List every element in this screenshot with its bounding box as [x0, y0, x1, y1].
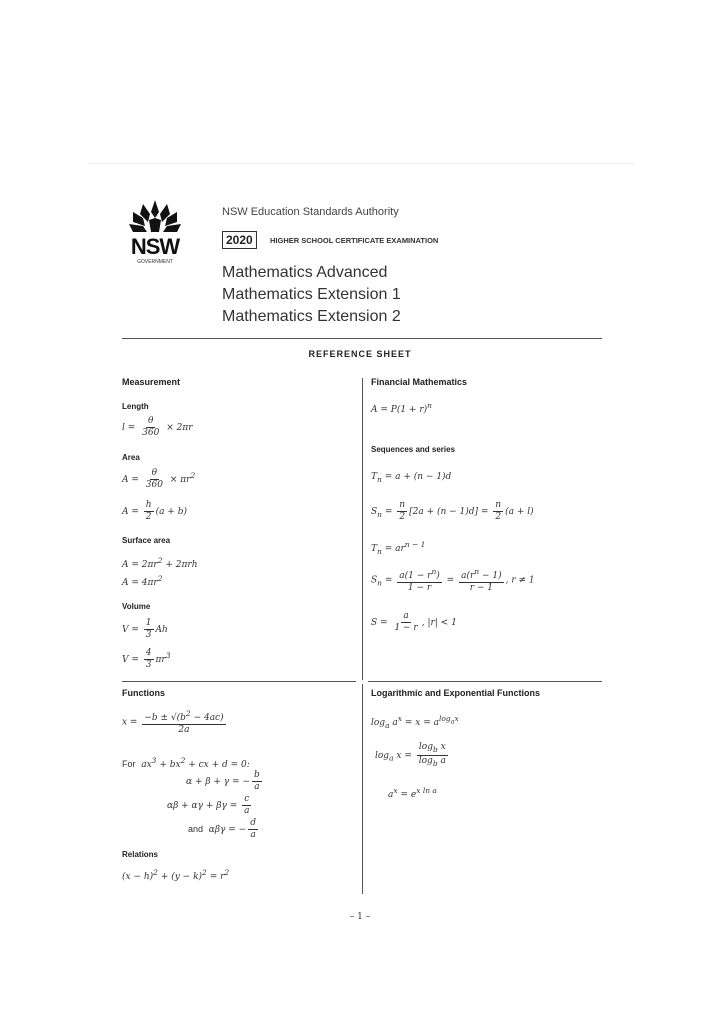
formula-infinite-gp: S = $\frac{a}{1 - r}$ , |r| < 1: [371, 611, 457, 633]
formula-arc-length: l = $\frac{\theta}{360}$ × 2πr: [122, 416, 193, 438]
formula-log-inverse: $\log_a a^x = x = a^{log_ax}$: [371, 714, 459, 730]
subject-3: Mathematics Extension 2: [222, 308, 401, 325]
waratah-icon: [125, 198, 185, 236]
formula-cone-volume: V = $\frac{1}{3}$ Ah: [122, 618, 168, 640]
top-divider: [90, 163, 635, 164]
sequences-heading: Sequences and series: [371, 445, 456, 454]
subject-2: Mathematics Extension 1: [222, 286, 401, 303]
formula-product-roots: and αβγ = − $\frac{d}{a}$: [188, 818, 256, 840]
formula-ap-sum: $S_n$ = $\frac{n}{2}$ [2a + (n − 1)d] = $\frac{n}{2}$ (a + l): [371, 500, 534, 522]
measurement-heading: Measurement: [122, 377, 181, 387]
logo-sub: GOVERNMENT: [137, 259, 173, 265]
column-divider-top: [362, 378, 363, 680]
authority-name: NSW Education Standards Authority: [222, 206, 399, 218]
formula-circle: $(x - h)^2 + (y - k)^2 = r^2$: [122, 868, 230, 882]
reference-sheet-title: REFERENCE SHEET: [308, 349, 412, 359]
relations-heading: Relations: [122, 850, 159, 859]
formula-pair-products: αβ + αγ + βγ = $\frac{c}{a}$: [167, 794, 250, 816]
formula-ap-term: $T_n = a + (n - 1)d$: [371, 472, 452, 484]
formula-gp-term: $T_n = ar^{n - 1}$: [371, 540, 426, 556]
formula-sector-area: A = $\frac{\theta}{360}$ × $\pi r^2$: [122, 468, 196, 490]
exam-title: HIGHER SCHOOL CERTIFICATE EXAMINATION: [270, 236, 439, 245]
formula-sum-roots: α + β + γ = − $\frac{b}{a}$: [186, 770, 260, 792]
area-heading: Area: [122, 453, 140, 462]
formula-sphere-volume: V = $\frac{4}{3}$ $\pi r^3$: [122, 648, 171, 670]
cubic-intro: For: [122, 759, 136, 769]
page-number: – 1 –: [349, 912, 371, 922]
logo-text: NSW: [130, 234, 180, 259]
and-word: and: [188, 824, 204, 834]
formula-cylinder-surface: $A = 2\pi r^2 + 2\pi rh$: [122, 556, 198, 570]
nsw-logo: [122, 198, 192, 270]
formula-cubic: For $ax^3 + bx^2$ + cx + d = 0:: [122, 756, 250, 770]
formula-exp-ln: $a^x = e^{x ln a}$: [388, 786, 437, 800]
year-box: 2020: [222, 231, 257, 249]
log-heading: Logarithmic and Exponential Functions: [371, 688, 541, 698]
length-heading: Length: [122, 402, 149, 411]
volume-heading: Volume: [122, 602, 151, 611]
formula-sphere-surface: $A = 4\pi r^2$: [122, 574, 163, 588]
header-rule: [122, 338, 602, 339]
functions-heading: Functions: [122, 688, 165, 698]
section-rule-left: [122, 681, 356, 682]
formula-gp-sum: $S_n$ = $\frac{a(1 - r^n)}{1 - r}$ = $\frac{a(r^n - 1)}{r - 1}$ , r ≠ 1: [371, 567, 535, 593]
financial-heading: Financial Mathematics: [371, 377, 468, 387]
column-divider-bottom: [362, 684, 363, 894]
surface-area-heading: Surface area: [122, 536, 171, 545]
formula-compound-interest: $A = P(1 + r)^n$: [371, 401, 432, 415]
subject-1: Mathematics Advanced: [222, 264, 388, 281]
formula-quadratic: x = $\frac{-b \pm √(b^2 - 4ac)}{2a}$: [122, 709, 224, 735]
formula-trapezium-area: A = $\frac{h}{2}$ (a + b): [122, 500, 187, 522]
section-rule-right: [368, 681, 602, 682]
formula-change-base: $\log_a x$ = $\frac{\log_b x}{\log_b a}$: [375, 742, 446, 768]
